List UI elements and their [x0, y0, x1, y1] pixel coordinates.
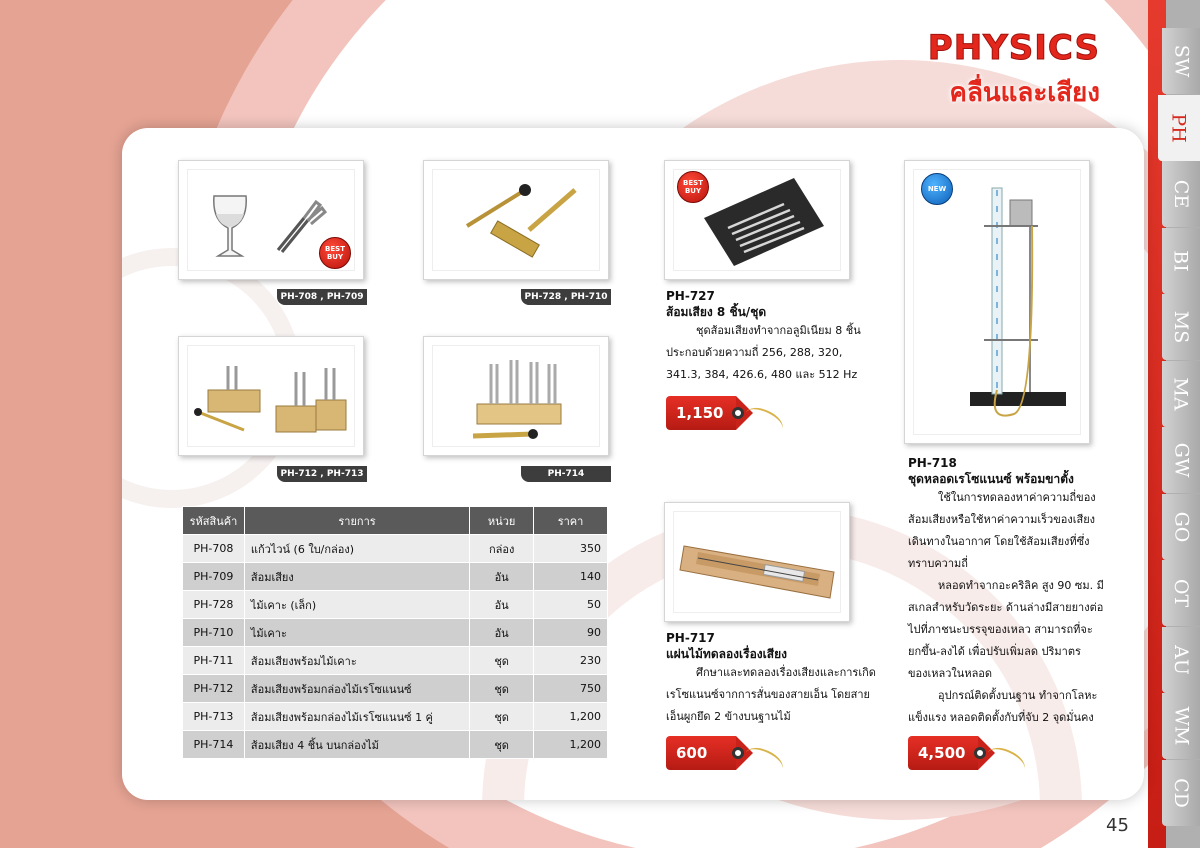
product-code: PH-718 — [908, 456, 957, 470]
tab-label: CD — [1170, 777, 1192, 808]
price-table — [182, 506, 608, 759]
tag-hole-icon — [732, 407, 744, 419]
tab-label: MS — [1169, 310, 1192, 344]
table-row — [183, 647, 608, 675]
tab-au[interactable] — [1162, 627, 1200, 693]
table-cell: แก้วไวน์ (6 ใบ/กล่อง) — [244, 535, 469, 563]
tab-ot[interactable] — [1162, 560, 1200, 626]
tag-hole-icon — [974, 747, 986, 759]
table-cell: ส้อมเสียงพร้อมกล่องไม้เรโซแนนซ์ — [244, 675, 469, 703]
table-header-row — [183, 507, 608, 535]
product-description: หลอดทำจากอะคริลิค สูง 90 ซม. มีสเกลสำหรับวัดระยะ ด้านล่างมีสายยางต่อไปที่ภาชนะบรรจุของเหลว สามารถที่จะยกขึ้น-ลงได้ เพื่อปรับเพิ่มลด ปริมาตรของเหลวในหลอด — [908, 579, 1104, 680]
product-description: ชุดส้อมเสียงทำจากอลูมิเนียม 8 ชิ้น ประกอบด้วยความถี่ 256, 288, 320, 341.3, 384, 426.6, 480 และ 512 Hz — [666, 324, 861, 381]
product-image-card — [664, 502, 850, 622]
product-ph718 — [908, 455, 1104, 729]
product-name: ชุดหลอดเรโซแนนซ์ พร้อมขาตั้ง — [908, 472, 1074, 486]
table-cell: PH-712 — [183, 675, 245, 703]
tab-label: BI — [1170, 249, 1192, 272]
product-image-card — [178, 336, 364, 456]
table-cell: ชุด — [470, 647, 534, 675]
product-description: ใช้ในการทดลองหาค่าความถี่ของส้อมเสียงหรือใช้หาค่าความเร็วของเสียงเดินทางในอากาศ โดยใช้ส้อมเสียงที่ซึ่งทราบความถี่ — [908, 491, 1096, 570]
tab-gw[interactable] — [1162, 427, 1200, 493]
product-image-card — [178, 160, 364, 280]
best-buy-badge: BEST BUY — [677, 171, 709, 203]
table-cell: 90 — [534, 619, 608, 647]
tab-wm[interactable] — [1162, 693, 1200, 759]
best-buy-badge: BEST BUY — [319, 237, 351, 269]
table-cell: PH-728 — [183, 591, 245, 619]
product-code: PH-717 — [666, 631, 715, 645]
tab-label: GO — [1169, 511, 1192, 542]
table-cell: PH-710 — [183, 619, 245, 647]
page-number: 45 — [1106, 815, 1129, 836]
product-description: ศึกษาและทดลองเรื่องเสียงและการเกิดเรโซแนนซ์จากการสั่นของสายเอ็น โดยสายเอ็นผูกยึด 2 ข้างบนฐานไม้ — [666, 666, 876, 723]
image-code-label: PH-708 , PH-709 — [277, 289, 367, 305]
table-cell: 1,200 — [534, 731, 608, 759]
table-cell: ชุด — [470, 703, 534, 731]
table-cell: 140 — [534, 563, 608, 591]
table-cell: ส้อมเสียงพร้อมไม้เคาะ — [244, 647, 469, 675]
table-row — [183, 675, 608, 703]
product-ph727 — [666, 288, 878, 386]
table-cell: PH-709 — [183, 563, 245, 591]
tab-label: GW — [1170, 442, 1192, 478]
table-cell: ส้อมเสียง 4 ชิ้น บนกล่องไม้ — [244, 731, 469, 759]
table-cell: ชุด — [470, 731, 534, 759]
table-header-cell: รายการ — [244, 507, 469, 535]
tab-ma[interactable] — [1162, 361, 1200, 427]
table-cell: PH-708 — [183, 535, 245, 563]
mallets-illustration — [433, 170, 601, 272]
table-row — [183, 563, 608, 591]
product-code: PH-727 — [666, 289, 715, 303]
table-cell: อัน — [470, 591, 534, 619]
tab-label: MA — [1170, 376, 1192, 411]
tab-ph[interactable] — [1158, 95, 1200, 161]
tab-ms[interactable] — [1162, 294, 1200, 360]
table-cell: PH-711 — [183, 647, 245, 675]
table-cell: ส้อมเสียง — [244, 563, 469, 591]
page-title: PHYSICS — [927, 28, 1100, 68]
image-code-label: PH-728 , PH-710 — [521, 289, 611, 305]
tab-cd[interactable] — [1162, 760, 1200, 826]
page-subtitle: คลื่นและเสียง — [949, 78, 1100, 108]
price-value: 1,150 — [666, 396, 736, 430]
price-tag — [666, 736, 754, 770]
table-cell: 350 — [534, 535, 608, 563]
product-image-card — [423, 336, 609, 456]
table-cell: ส้อมเสียงพร้อมกล่องไม้เรโซแนนซ์ 1 คู่ — [244, 703, 469, 731]
resonance-tube-illustration — [914, 170, 1082, 436]
table-cell: กล่อง — [470, 535, 534, 563]
wooden-board-illustration — [674, 512, 842, 614]
table-row — [183, 619, 608, 647]
new-badge: NEW — [921, 173, 953, 205]
tab-label: OT — [1170, 578, 1192, 608]
tab-sw[interactable] — [1162, 28, 1200, 94]
table-row — [183, 591, 608, 619]
tab-ce[interactable] — [1162, 161, 1200, 227]
four-forks-illustration — [433, 346, 601, 448]
price-value: 600 — [666, 736, 736, 770]
table-cell: 50 — [534, 591, 608, 619]
product-image-card — [664, 160, 850, 280]
tab-label: CE — [1169, 179, 1192, 209]
image-code-label: PH-714 — [521, 466, 611, 482]
product-ph717 — [666, 630, 878, 728]
product-name: แผ่นไม้ทดลองเรื่องเสียง — [666, 647, 787, 661]
table-cell: ไม้เคาะ (เล็ก) — [244, 591, 469, 619]
tab-label: AU — [1169, 644, 1192, 675]
tab-go[interactable] — [1162, 494, 1200, 560]
tab-bi[interactable] — [1162, 228, 1200, 294]
image-code-label: PH-712 , PH-713 — [277, 466, 367, 482]
product-image-card — [904, 160, 1090, 444]
table-header-cell: รหัสสินค้า — [183, 507, 245, 535]
table-header-cell: หน่วย — [470, 507, 534, 535]
tag-hole-icon — [732, 747, 744, 759]
price-value: 4,500 — [908, 736, 978, 770]
table-cell: 1,200 — [534, 703, 608, 731]
table-cell: 230 — [534, 647, 608, 675]
table-cell: อัน — [470, 563, 534, 591]
table-cell: ชุด — [470, 675, 534, 703]
tab-label: PH — [1167, 112, 1190, 143]
table-row — [183, 703, 608, 731]
table-cell: ไม้เคาะ — [244, 619, 469, 647]
table-row — [183, 535, 608, 563]
product-image-card — [423, 160, 609, 280]
price-tag — [908, 736, 996, 770]
resonance-box-illustration — [188, 346, 356, 448]
table-cell: 750 — [534, 675, 608, 703]
product-description: อุปกรณ์ติดตั้งบนฐาน ทำจากโลหะแข็งแรง หลอดติดตั้งกับที่จับ 2 จุดมั่นคง — [908, 689, 1098, 724]
tab-label: SW — [1169, 44, 1192, 78]
table-cell: PH-713 — [183, 703, 245, 731]
product-name: ส้อมเสียง 8 ชิ้น/ชุด — [666, 305, 767, 319]
table-cell: PH-714 — [183, 731, 245, 759]
tab-label: WM — [1170, 706, 1193, 746]
table-cell: อัน — [470, 619, 534, 647]
price-tag — [666, 396, 754, 430]
table-row — [183, 731, 608, 759]
table-header-cell: ราคา — [534, 507, 608, 535]
